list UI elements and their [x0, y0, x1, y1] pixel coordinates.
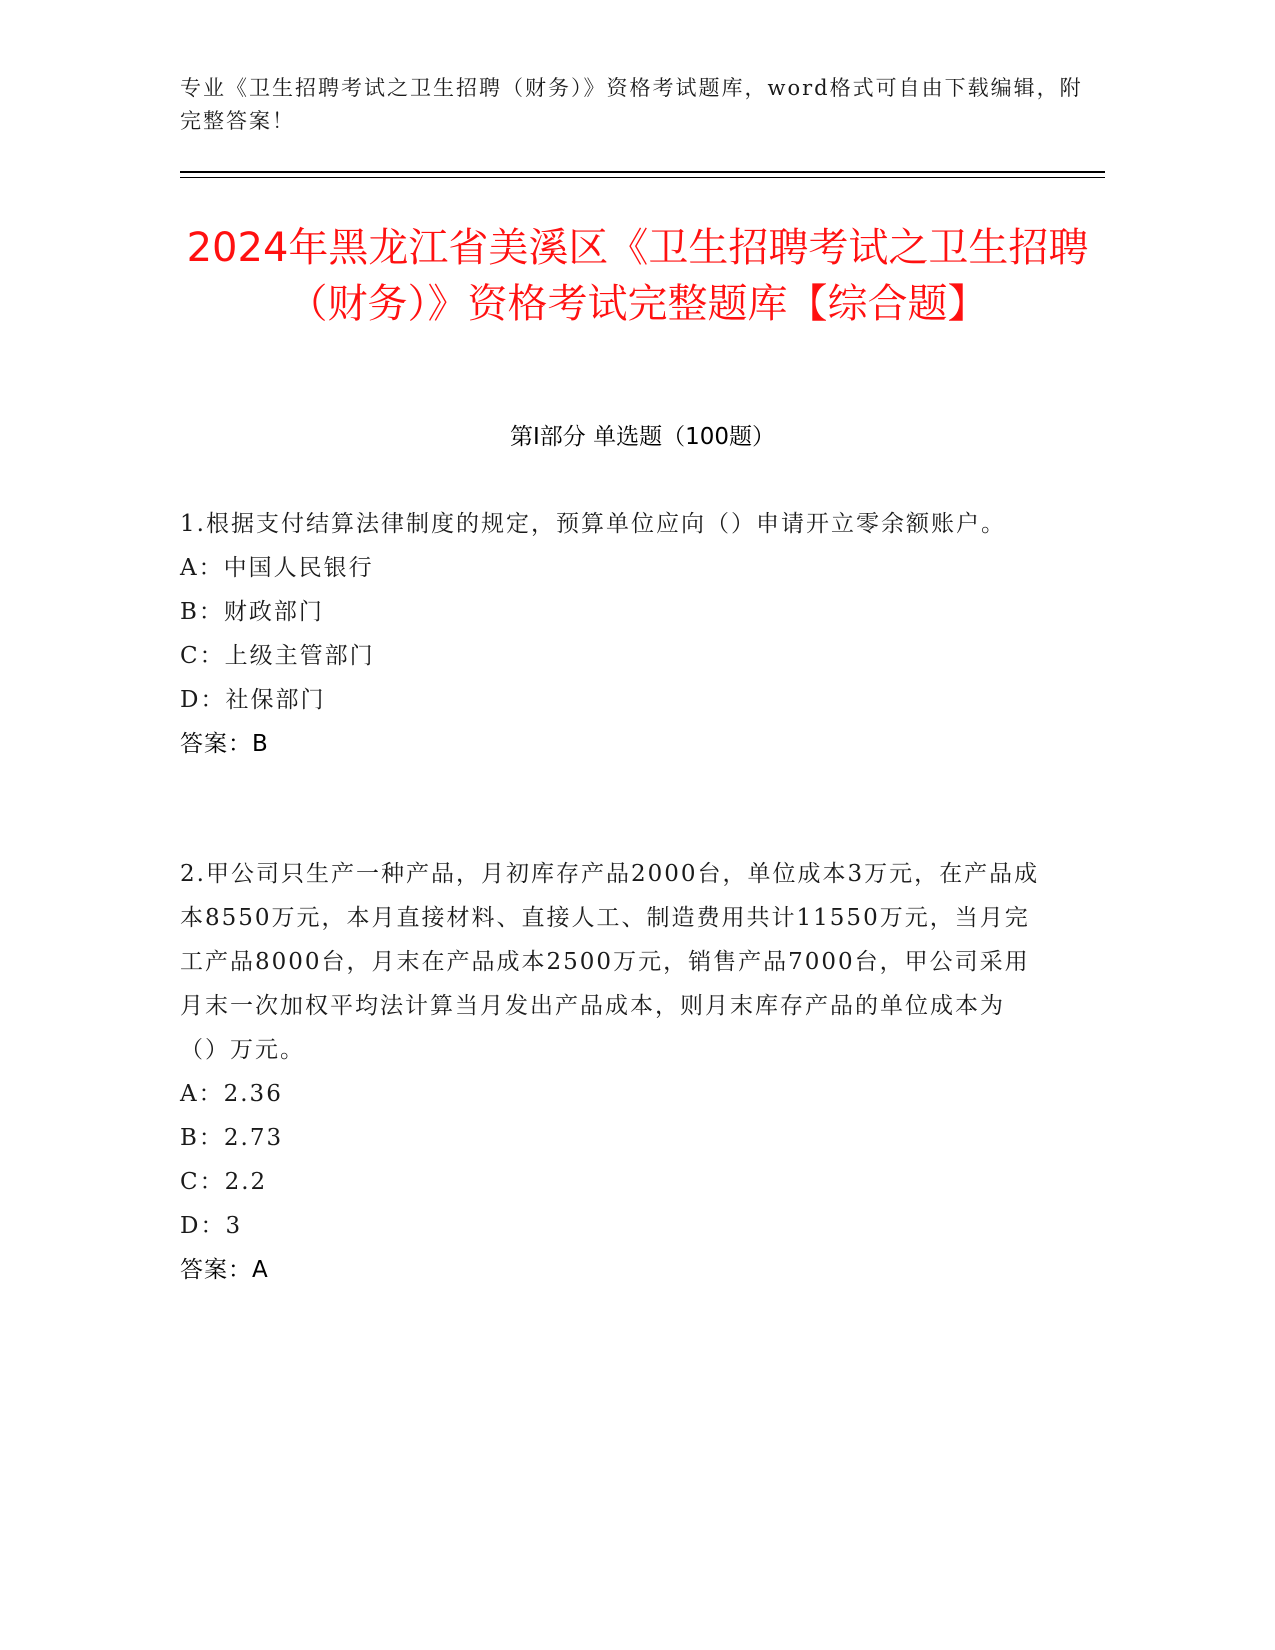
- option-d: D：3: [180, 1213, 243, 1239]
- question-stem: 1.根据支付结算法律制度的规定，预算单位应向（）申请开立零余额账户。: [180, 511, 1006, 537]
- document-title: 2024年黑龙江省美溪区《卫生招聘考试之卫生招聘（财务）》资格考试完整题库【综合题】: [186, 225, 1089, 327]
- option-c: C：2.2: [180, 1169, 268, 1195]
- option-c: C：上级主管部门: [180, 643, 375, 669]
- option-b: B：财政部门: [180, 599, 324, 625]
- option-a: A：中国人民银行: [180, 555, 374, 581]
- question-2: [180, 852, 1040, 1292]
- answer: 答案：A: [180, 1257, 269, 1283]
- header-note: 专业《卫生招聘考试之卫生招聘（财务）》资格考试题库，word格式可自由下载编辑，附完整答案！: [180, 76, 1083, 133]
- option-b: B：2.73: [180, 1125, 284, 1151]
- option-a: A：2.36: [180, 1081, 283, 1107]
- section-heading: 第Ⅰ部分 单选题（100题）: [510, 424, 775, 450]
- header-divider-thick: [180, 171, 1105, 173]
- answer: 答案：B: [180, 731, 269, 757]
- option-d: D：社保部门: [180, 687, 326, 713]
- question-stem: 2.甲公司只生产一种产品，月初库存产品2000台，单位成本3万元，在产品成本8550万元，本月直接材料、直接人工、制造费用共计11550万元，当月完工产品8000台，月末在产品成本2500万元，销售产品7000台，甲公司采用月末一次加权平均法计算当月发出产品成本，则月末库存产品的单位成本为（）万元。: [180, 861, 1040, 1063]
- header-divider-thin: [180, 177, 1105, 178]
- question-1: [180, 502, 1040, 766]
